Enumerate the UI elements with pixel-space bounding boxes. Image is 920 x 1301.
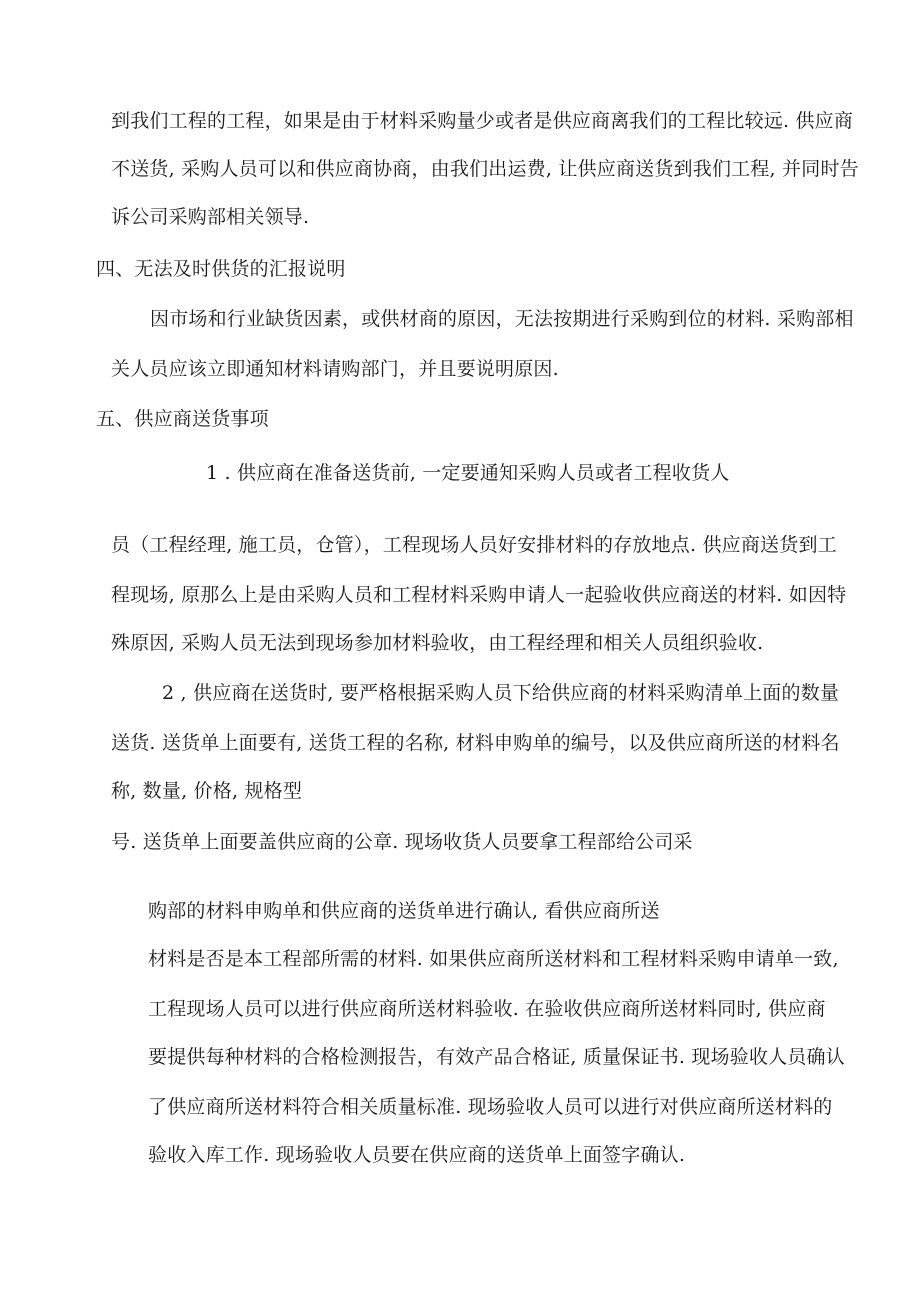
- paragraph-line: 员（工程经理, 施工员，仓管），工程现场人员好安排材料的存放地点. 供应商送货到工: [111, 534, 837, 556]
- paragraph-line: 到我们工程的工程，如果是由于材料采购量少或者是供应商离我们的工程比较远. 供应商: [111, 110, 854, 132]
- paragraph-line: 验收入库工作. 现场验收人员要在供应商的送货单上面签字确认.: [148, 1144, 686, 1166]
- paragraph-line: 材料是否是本工程部所需的材料. 如果供应商所送材料和工程材料采购申请单一致,: [148, 948, 839, 970]
- paragraph-line: 关人员应该立即通知材料请购部门，并且要说明原因.: [111, 358, 559, 380]
- paragraph-line: 工程现场人员可以进行供应商所送材料验收. 在验收供应商所送材料同时, 供应商: [148, 998, 826, 1020]
- list-item-line: 2 , 供应商在送货时, 要严格根据采购人员下给供应商的材料采购清单上面的数量: [162, 682, 840, 704]
- paragraph-line: 程现场, 原那么上是由采购人员和工程材料采购申请人一起验收供应商送的材料. 如因特: [111, 584, 847, 606]
- paragraph-line: 了供应商所送材料符合相关质量标准. 现场验收人员可以进行对供应商所送材料的: [148, 1096, 833, 1118]
- paragraph-line: 要提供每种材料的合格检测报告，有效产品合格证, 质量保证书. 现场验收人员确认: [148, 1046, 845, 1068]
- section-heading: 五、供应商送货事项: [96, 408, 269, 430]
- list-item-line: 1 . 供应商在准备送货前, 一定要通知采购人员或者工程收货人: [206, 462, 730, 484]
- paragraph-line: 送货. 送货单上面要有, 送货工程的名称, 材料申购单的编号，以及供应商所送的材料名: [111, 732, 840, 754]
- paragraph-line: 称, 数量, 价格, 规格型: [111, 780, 303, 802]
- paragraph-line: 殊原因, 采购人员无法到现场参加材料验收，由工程经理和相关人员组织验收.: [111, 632, 764, 654]
- paragraph-line: 号. 送货单上面要盖供应商的公章. 现场收货人员要拿工程部给公司采: [111, 831, 693, 853]
- section-heading: 四、无法及时供货的汇报说明: [96, 258, 346, 280]
- paragraph-line: 不送货, 采购人员可以和供应商协商，由我们出运费, 让供应商送货到我们工程, 并同时告: [111, 158, 859, 180]
- paragraph-line: 因市场和行业缺货因素，或供材商的原因，无法按期进行采购到位的材料. 采购部相: [150, 308, 854, 330]
- paragraph-line: 购部的材料申购单和供应商的送货单进行确认, 看供应商所送: [148, 900, 660, 922]
- paragraph-line: 诉公司采购部相关领导.: [111, 206, 310, 228]
